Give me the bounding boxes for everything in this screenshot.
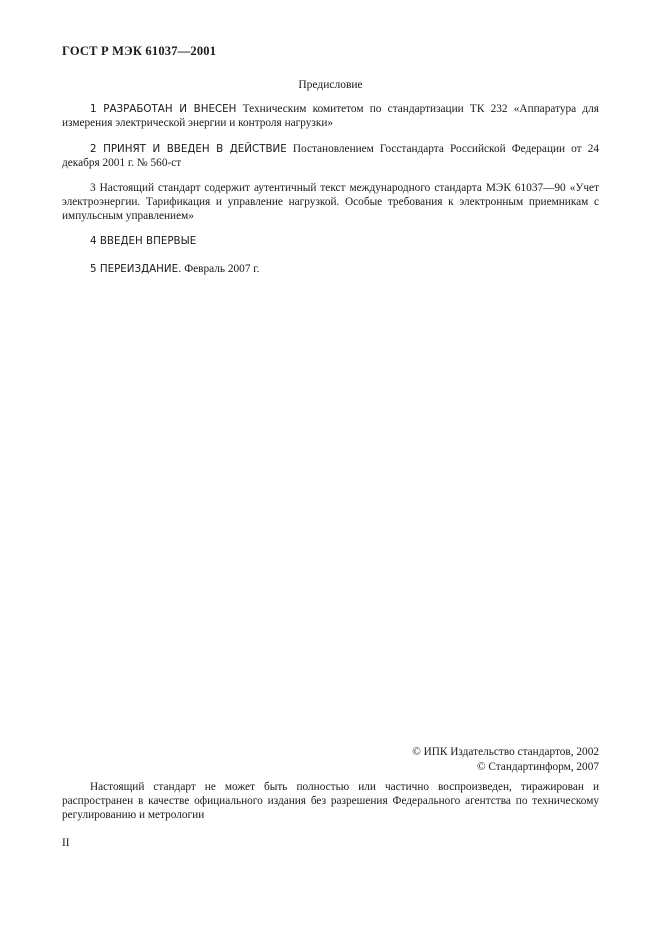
page-number: II — [62, 837, 70, 849]
paragraph-5-lead: 5 ПЕРЕИЗДАНИЕ. — [90, 263, 182, 275]
paragraph-5 — [62, 262, 599, 276]
paragraph-4-lead: 4 ВВЕДЕН ВПЕРВЫЕ — [90, 235, 197, 247]
paragraph-4 — [62, 234, 599, 248]
paragraph-3-text: 3 Настоящий стандарт содержит аутентичный текст международного стандарта МЭК 61037—90 «Учет электроэнергии. Тарификация и управление нагрузкой. Особые требования к электронным приемникам с импульсным управлением» — [62, 182, 599, 222]
reproduction-notice: Настоящий стандарт не может быть полностью или частично воспроизведен, тиражирован и распространен в качестве официального издания без разрешения Федерального агентства по техническому регулированию и метрологии — [62, 781, 599, 821]
paragraph-2 — [62, 142, 599, 170]
paragraph-2-lead: 2 ПРИНЯТ И ВВЕДЕН В ДЕЙСТВИЕ — [90, 143, 287, 155]
paragraph-1-lead: 1 РАЗРАБОТАН И ВНЕСЕН — [90, 103, 237, 115]
document-code-header: ГОСТ Р МЭК 61037—2001 — [62, 44, 217, 58]
paragraph-1-text: Техническим комитетом по стандартизации ТК 232 «Аппаратура для измерения электрической энергии и контроля нагрузки» — [62, 103, 599, 129]
section-title: Предисловие — [298, 79, 363, 91]
copyright-line-2: © Стандартинформ, 2007 — [476, 761, 599, 773]
paragraph-1 — [62, 102, 599, 130]
paragraph-5-text: Февраль 2007 г. — [181, 263, 260, 275]
paragraph-2-text: Постановлением Госстандарта Российской Федерации от 24 декабря 2001 г. № 560-ст — [62, 143, 599, 169]
copyright-line-1: © ИПК Издательство стандартов, 2002 — [412, 746, 599, 758]
paragraph-3 — [62, 181, 599, 223]
